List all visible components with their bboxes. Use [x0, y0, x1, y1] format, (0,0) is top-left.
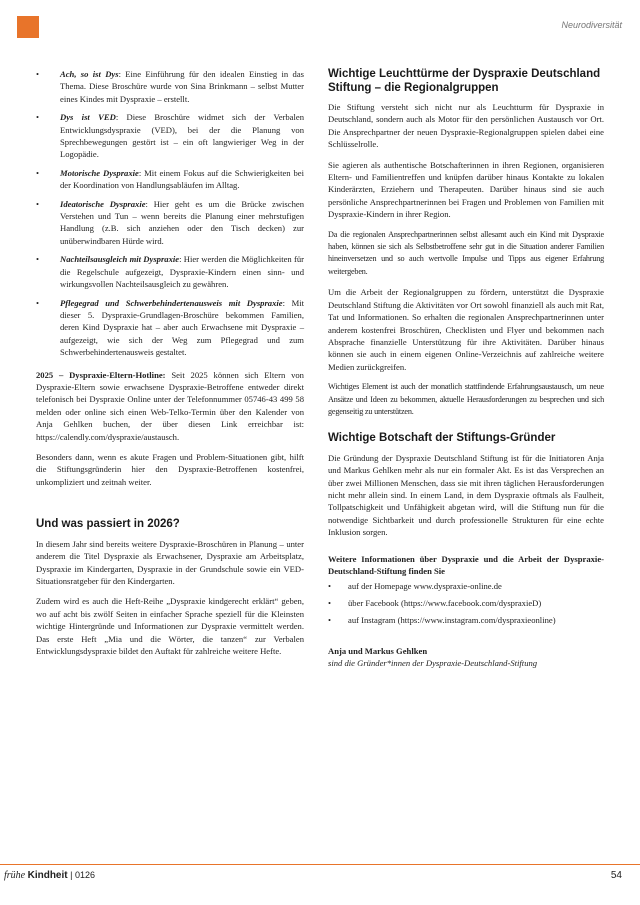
left-column	[36, 68, 304, 665]
list-item: • Nachteilsausgleich mit Dyspraxie: Hier werden die Möglichkeiten für die Regelschule aufgezeigt, Dyspraxie-Kindern einen sinn- und wirkungsvollen Nachteilsausgleich zu gewähren.	[36, 254, 304, 290]
paragraph: Die Stiftung versteht sich nicht nur als Leuchtturm für Dyspraxie in Deutschland, sondern auch als Motor für den persönlichen Austausch vor Ort. Die Ansprechpartner der neuen Dyspraxie-Regionalgruppen spielen dabei eine Schlüsselrolle.	[328, 102, 604, 150]
list-item: • Motorische Dyspraxie: Mit einem Fokus auf die Schwierigkeiten bei der Koordination von Handlungsabläufen im Alltag.	[36, 167, 304, 191]
list-item: • Ideatorische Dyspraxie: Hier geht es um die Brücke zwischen Verstehen und Tun – wenn bereits die Planung einer mehrstufigen Handlung (z.B. sich anziehen oder den Tisch decken) zur unüberwindbaren Hürde wird.	[36, 198, 304, 246]
list-item: • Ach, so ist Dys: Eine Einführung für den idealen Einstieg in das Thema. Diese Broschüre wurde von Sina Brinkmann – selbst Mutter eines Kindes mit Dyspraxie – erstellt.	[36, 69, 304, 104]
section-marker	[17, 16, 39, 38]
list-item: • über Facebook (https://www.facebook.com/dyspraxieD)	[328, 597, 542, 608]
list-item: • Pflegegrad und Schwerbehindertenausweis mit Dyspraxie: Mit dieser 5. Dyspraxie-Grundlagen-Broschüre bekommen Familien, deren Kind Dyspraxie hat – aber auch Erwachsene mit Dyspraxie – aufgezeigt, wie sich der Weg zum Pflegegrad und zum Schwerbehindertenausweis gestaltet.	[36, 297, 305, 358]
paragraph: Da die regionalen Ansprechpartnerinnen selbst allesamt auch ein Kind mit Dyspraxie haben, können sie sich als Selbstbetroffene sehr gut in die Situation anderer Familien hineinversetzen und so auch wertvolle Impulse und Tipps aus eigener Erfahrung weitergeben.	[328, 229, 604, 276]
info-links	[328, 580, 604, 627]
paragraph: Um die Arbeit der Regionalgruppen zu fördern, unterstützt die Dyspraxie Deutschland Stiftung die Aktivitäten vor Ort sowohl finanziell als auch mit Rat, Tat und Informationen. So erhalten die regionalen Ansprechpartnerinnen unter anderem kostenfrei Broschüren, Checklisten und Flyer und bekommen nach Absprache finanzielle Unterstützung für ihre Aktivitäten. Darüber hinaus können sie auch in einem eigenen Online-Verzeichnis auf zahlreiche weitere Medien zurückgreifen.	[328, 287, 604, 372]
footer-rule	[0, 864, 640, 865]
paragraph: Wichtiges Element ist auch der monatlich stattfindende Erfahrungsaustausch, um neue Ansätze und Ideen zu bekommen, aktuelle Herausforderungen zu besprechen und sich gegenseitig zu unterstützen.	[328, 382, 604, 416]
page-number: 54	[610, 870, 622, 881]
section-label: Neurodiversität	[561, 20, 622, 30]
list-item: • auf der Homepage www.dyspraxie-online.de	[328, 580, 502, 591]
list-item: • Dys ist VED: Diese Broschüre widmet sich der Verbalen Entwicklungsdyspraxie (VED), bei der die Planung von Sprechbewegungen gestört ist – ein oft langwieriger Weg in der Logopädie.	[36, 112, 304, 160]
hotline-paragraph: 2025 – Dyspraxie-Eltern-Hotline: Seit 2025 können sich Eltern von Dyspraxie-Eltern sowie erwachsene Dyspraxie-Betroffene entweder direkt telefonisch bei Dyspraxie Online unter der Telefonnummer 05746-43 499 58 melden oder online sich einen Web-Telko-Termin über den Kalender von Anja Gehlken buchen, der über diesen Link erreichbar ist: https://calendly.com/dyspraxie/austausch.	[36, 369, 304, 442]
paragraph: Sie agieren als authentische Botschafterinnen in ihren Regionen, organisieren Eltern- und Familientreffen und knüpfen darüber hinaus Kontakte zu lokalen Kinderärzten, Erziehern und Therapeuten. Darüber hinaus sind sie auch persönliche Ansprechpartnerinnen bei Fragen und Problemen von Familien mit Dyspraxie-Kindern in ihrer Region.	[328, 159, 604, 220]
list-item: • auf Instagram (https://www.instagram.com/dyspraxieonline)	[328, 615, 556, 626]
brochure-list	[36, 68, 304, 359]
paragraph-2026-1: In diesem Jahr sind bereits weitere Dyspraxie-Broschüren in Planung – unter anderem die Titel Dyspraxie als Erwachsener, Dyspraxie am Arbeitsplatz, Dyspraxie im Kindergarten, Dyspraxie in der Grundschule sowie ein VED-Situationsratgeber für den Kindergarten.	[36, 538, 304, 586]
right-column	[328, 68, 604, 678]
paragraph-2026-2: Zudem wird es auch die Heft-Reihe „Dyspraxie kindgerecht erklärt“ geben, wo auf acht bis zwölf Seiten in einfacher Sprache speziell für die Kleinsten wichtige Hintergründe und Informationen zur Dyspraxie vermittelt werden. Das erste Heft „Mia und die Wörter, die tanzen“ zur Verbalen Entwicklungsdyspraxie bildet den Auftakt für zahlreiche weitere Hefte.	[36, 596, 304, 656]
heading-botschaft: Wichtige Botschaft der Stiftungs-Gründer	[328, 432, 556, 445]
authors-subtitle: sind die Gründer*innen der Dyspraxie-Deutschland-Stiftung	[328, 658, 538, 669]
hotline-paragraph-2: Besonders dann, wenn es akute Fragen und Problem-Situationen gibt, hilft die Stiftungsgründerin hier den Dyspraxie-Betroffenen kostenfrei, unkompliziert und zeitnah weiter.	[36, 451, 304, 487]
heading-regionalgruppen: Wichtige Leuchttürme der Dyspraxie Deutschland Stiftung – die Regionalgruppen	[328, 68, 601, 94]
more-info-title: Weitere Informationen über Dyspraxie und die Arbeit der Dyspraxie-Deutschland-Stiftung finden Sie	[328, 553, 604, 577]
footer-brand: frühe Kindheit | 0126	[4, 870, 95, 881]
paragraph: Die Gründung der Dyspraxie Deutschland Stiftung ist für die Initiatoren Anja und Markus Gehlken mehr als nur ein formaler Akt. Es ist das Versprechen an über zwei Millionen Menschen, dass sie mit ihren täglichen Herausforderungen nicht mehr allein sind. In einem Land, in dem Dyspraxie oftmals als Faulheit, Tollpatschigkeit und Unfähigkeit abgetan wird, will die Stiftung nun für die notwendige Sichtbarkeit und durch professionelle Strukturen für eine echte Inklusion sorgen.	[328, 452, 604, 538]
heading-2026: Und was passiert in 2026?	[36, 518, 180, 531]
authors: Anja und Markus Gehlken	[328, 645, 428, 656]
